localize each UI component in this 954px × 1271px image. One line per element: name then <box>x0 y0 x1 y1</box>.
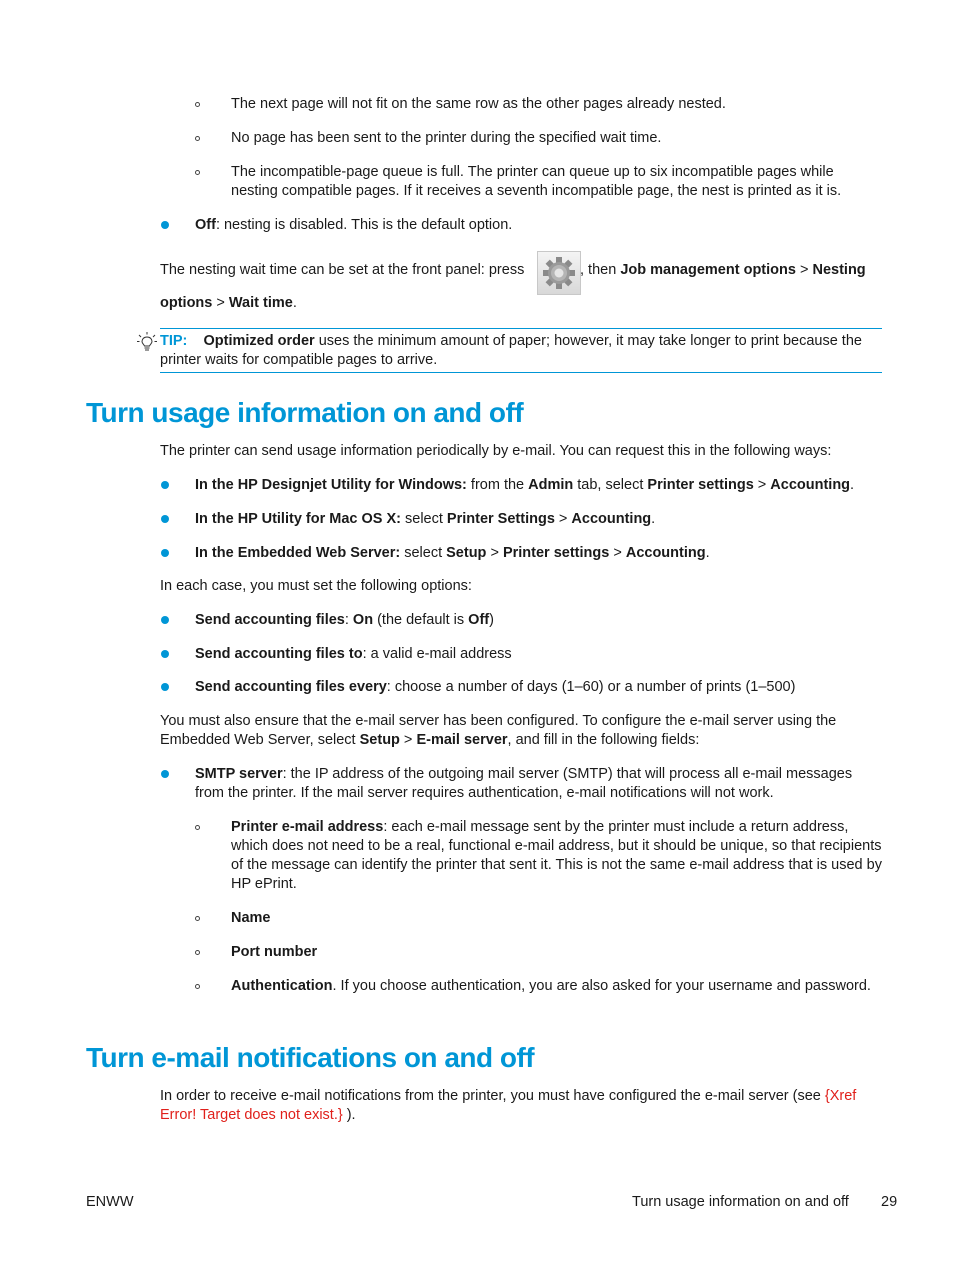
tip-label: TIP: <box>160 333 188 349</box>
footer-left: ENWW <box>86 1194 134 1210</box>
list-item: The incompatible-page queue is full. The printer can queue up to six incompatible pages while nesting compatible pages. If it receives a seventh incompatible page, the nest is printed as it is. <box>231 164 842 199</box>
term: Printer e-mail address <box>231 819 384 835</box>
list-item <box>231 818 882 894</box>
term: Send accounting files <box>195 612 345 628</box>
list-item <box>231 943 882 962</box>
text: . <box>292 295 297 311</box>
text: . <box>850 477 855 493</box>
server-intro <box>160 712 882 750</box>
term: Setup <box>359 732 400 748</box>
sub-bullet <box>195 950 200 955</box>
text: > <box>609 545 626 561</box>
sub-bullet <box>195 825 200 830</box>
menu-path: options <box>160 295 213 311</box>
bullet <box>161 549 169 557</box>
text: : a valid e-mail address <box>362 646 512 662</box>
term: Printer settings <box>647 477 754 493</box>
sub-bullet <box>195 102 200 107</box>
text: . If you choose authentication, you are also asked for your username and password. <box>332 978 871 994</box>
bullet <box>161 683 169 691</box>
text: > <box>753 477 771 493</box>
footer-title: Turn usage information on and off <box>632 1194 849 1210</box>
section-text <box>160 1087 882 1125</box>
lightbulb-icon <box>136 331 158 353</box>
term: SMTP server <box>195 766 283 782</box>
sub-bullet <box>195 136 200 141</box>
text: > <box>399 732 417 748</box>
term: Authentication <box>231 978 333 994</box>
wait-time-line-1b <box>580 261 880 280</box>
term: E-mail server <box>416 732 508 748</box>
sub-bullet <box>195 984 200 989</box>
bullet <box>161 650 169 658</box>
term: Admin <box>528 477 574 493</box>
text: , and fill in the following fields: <box>507 732 700 748</box>
bullet <box>161 481 169 489</box>
text: In order to receive e-mail notifications from the printer, you must have configured the e-mail server (see <box>160 1088 821 1104</box>
text: : choose a number of days (1–60) or a number of prints (1–500) <box>386 679 796 695</box>
term: Printer Settings <box>446 511 555 527</box>
text: > <box>554 511 572 527</box>
term: Name <box>231 910 271 926</box>
term: Accounting <box>770 477 851 493</box>
bullet <box>161 770 169 778</box>
section-heading: Turn e-mail notifications on and off <box>86 1042 535 1073</box>
menu-path: Job management options <box>620 262 796 278</box>
xref-link[interactable]: {Xref Error! Target does not exist.} <box>160 1088 857 1123</box>
text: tab, select <box>573 477 648 493</box>
list-item <box>195 476 882 495</box>
list-item: No page has been sent to the printer during the specified wait time. <box>231 130 662 146</box>
text: , then <box>580 262 617 278</box>
sub-bullet <box>195 916 200 921</box>
text: select <box>400 511 447 527</box>
text: select <box>400 545 447 561</box>
menu-path: Nesting <box>812 262 866 278</box>
text: (the default is <box>373 612 469 628</box>
term: Optimized order <box>203 333 315 349</box>
term: Off <box>195 217 216 233</box>
term: Setup <box>446 545 487 561</box>
text: : each e-mail message sent by the printer must include a return address, which does not need to be a real, functional e-mail address, but it should be unique, so that recipients of the message can identify the printer that sent it. This is not the same e-mail address that is used by HP ePrint. <box>231 819 882 892</box>
term: In the Embedded Web Server: <box>195 545 401 561</box>
text: You must also ensure that the e-mail server has been configured. To configure the e-mail server using the Embedded Web Server, select <box>160 713 837 748</box>
term: In the HP Designjet Utility for Windows: <box>195 477 467 493</box>
text: uses the minimum amount of paper; however, it may take longer to print because the printer waits for compatible pages to arrive. <box>160 333 862 368</box>
text: : <box>344 612 353 628</box>
list-item-off <box>195 216 882 235</box>
section-heading: Turn usage information on and off <box>86 397 524 428</box>
separator: > <box>799 262 809 278</box>
list-item: The next page will not fit on the same row as the other pages already nested. <box>231 96 726 112</box>
term: Send accounting files to <box>195 646 363 662</box>
gear-icon <box>537 251 581 295</box>
wait-time-line-2 <box>160 294 882 313</box>
text: : the IP address of the outgoing mail server (SMTP) that will process all e-mail messages from the printer. If the mail server requires authentication, e-mail notifications will not work. <box>195 766 853 801</box>
section-intro: The printer can send usage information periodically by e-mail. You can request this in the following ways: <box>160 443 832 459</box>
text: > <box>486 545 503 561</box>
bullet <box>161 616 169 624</box>
page-number: 29 <box>881 1194 898 1210</box>
term: Accounting <box>625 545 706 561</box>
term: On <box>352 612 374 628</box>
text: : nesting is disabled. This is the default option. <box>215 217 513 233</box>
term: Off <box>468 612 490 628</box>
separator: > <box>216 295 225 311</box>
text: from the <box>466 477 529 493</box>
term: Port number <box>231 944 318 960</box>
term: Accounting <box>571 511 652 527</box>
each-case-text: In each case, you must set the following options: <box>160 578 472 594</box>
tip-box <box>160 328 882 373</box>
term: Printer settings <box>502 545 610 561</box>
text: ). <box>342 1107 356 1123</box>
term: In the HP Utility for Mac OS X: <box>195 511 401 527</box>
list-item <box>195 544 882 563</box>
list-item <box>195 611 882 630</box>
bullet <box>161 515 169 523</box>
bullet <box>161 221 169 229</box>
list-item-smtp <box>195 765 882 803</box>
list-item <box>231 909 882 928</box>
text: . <box>651 511 656 527</box>
list-item <box>231 977 882 996</box>
list-item <box>195 510 882 529</box>
sub-bullet <box>195 170 200 175</box>
tip-text <box>160 332 882 370</box>
text: ) <box>489 612 494 628</box>
text: The nesting wait time can be set at the front panel: press <box>160 262 525 278</box>
term: Send accounting files every <box>195 679 387 695</box>
menu-path: Wait time <box>228 295 293 311</box>
list-item <box>195 645 882 664</box>
list-item <box>195 678 882 697</box>
text: . <box>705 545 710 561</box>
